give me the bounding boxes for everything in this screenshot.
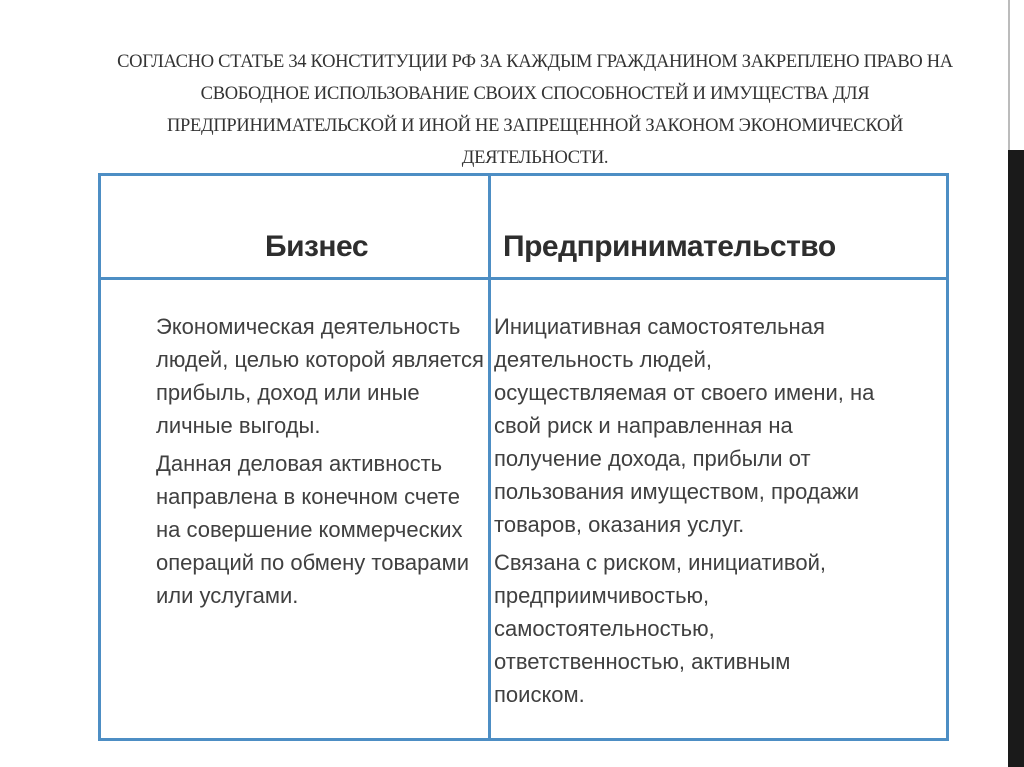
table-cell-entrepreneurship xyxy=(494,310,934,711)
comparison-table xyxy=(98,173,949,741)
slide-frame-accent xyxy=(1008,150,1024,767)
table-header-divider xyxy=(101,277,946,280)
table-header-business: Бизнес xyxy=(265,230,369,263)
business-purpose: Данная деловая активность направлена в конечном счете на совершение коммерческих операций по обмену товарами или услугами. xyxy=(156,451,470,608)
entrepreneurship-traits: Связана с риском, инициативой, предприимчивостью, самостоятельностью, ответственностью, активным поиском. xyxy=(494,550,826,707)
table-header-entrepreneurship: Предпринимательство xyxy=(503,230,836,263)
entrepreneurship-definition: Инициативная самостоятельная деятельность людей, осуществляемая от своего имени, на свой риск и направленная на получение дохода, прибыли от пользования имуществом, продажи товаров, оказания услуг. xyxy=(494,314,875,537)
table-column-divider xyxy=(488,176,491,738)
slide-title: СОГЛАСНО СТАТЬЕ 34 КОНСТИТУЦИИ РФ ЗА КАЖДЫМ ГРАЖДАНИНОМ ЗАКРЕПЛЕНО ПРАВО НА СВОБОДНОЕ ИСПОЛЬЗОВАНИЕ СВОИХ СПОСОБНОСТЕЙ И ИМУЩЕСТВА ДЛЯ ПРЕДПРИНИМАТЕЛЬСКОЙ И ИНОЙ НЕ ЗАПРЕЩЕННОЙ ЗАКОНОМ ЭКОНОМИЧЕСКОЙ ДЕЯТЕЛЬНОСТИ. xyxy=(117,52,953,168)
business-definition: Экономическая деятельность людей, целью которой является прибыль, доход или иные личные выгоды. xyxy=(156,314,484,438)
table-cell-business xyxy=(156,310,486,612)
